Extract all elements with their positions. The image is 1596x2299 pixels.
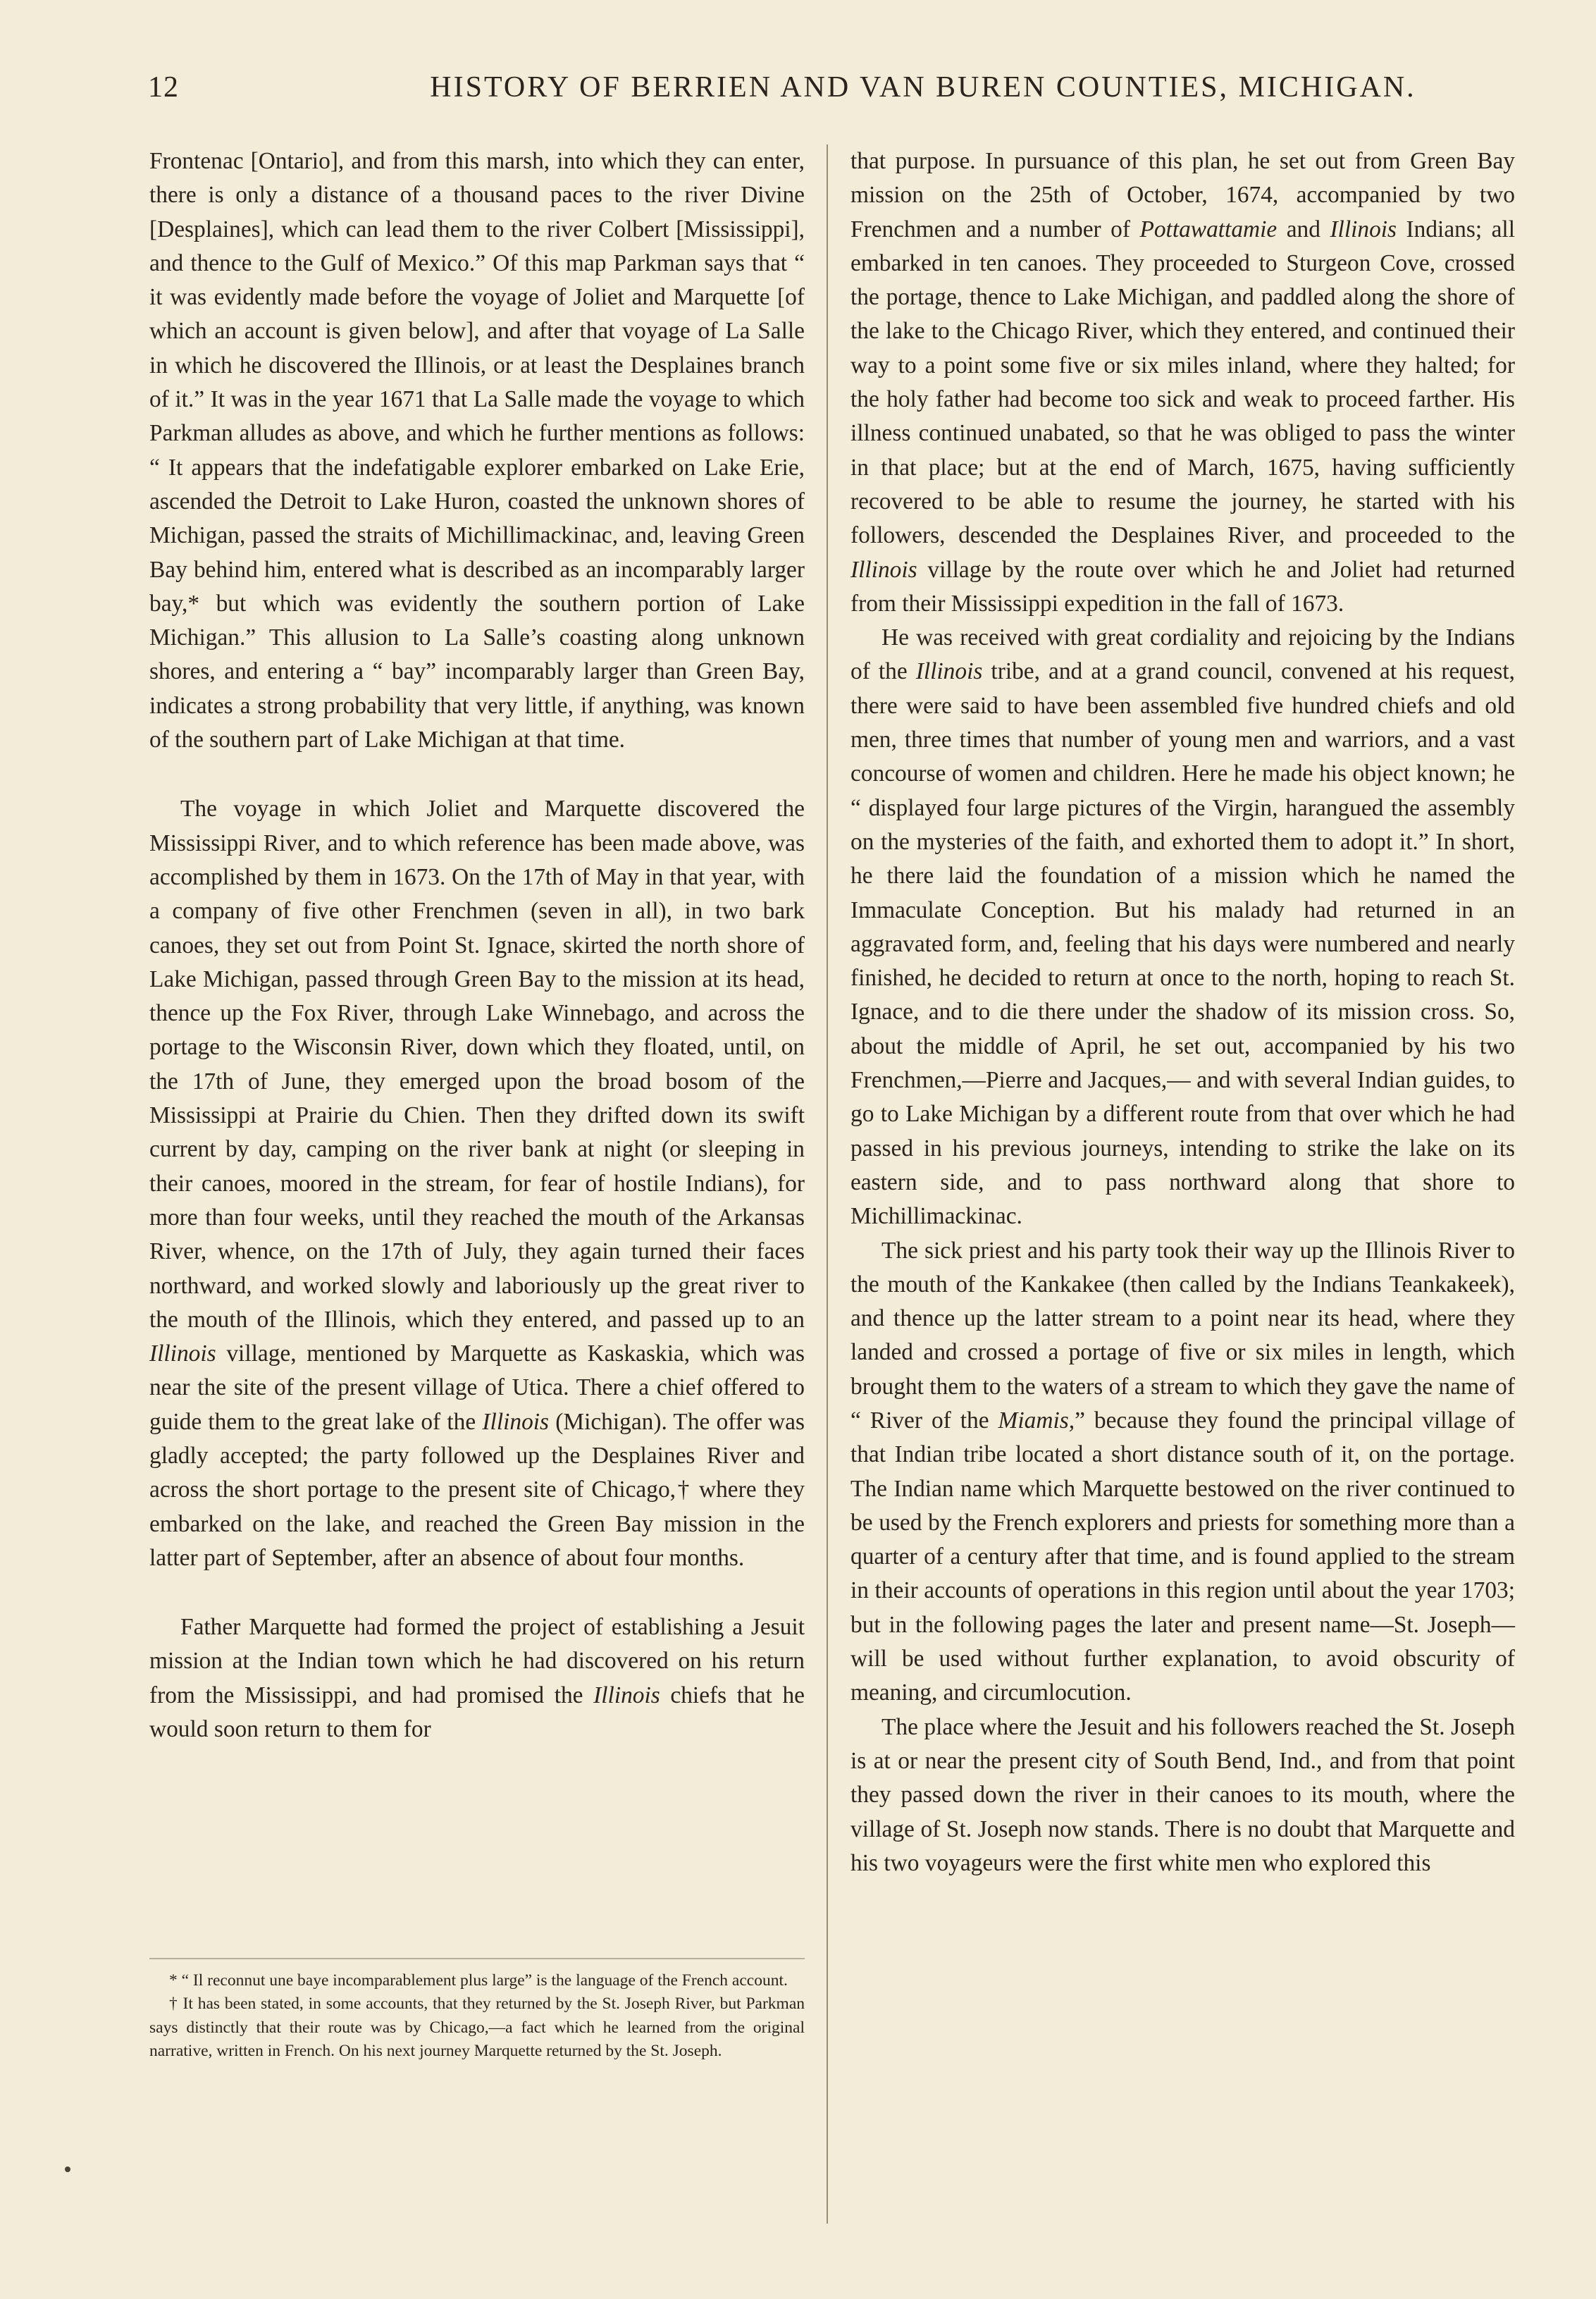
right-paragraph-3-miamis: Miamis, bbox=[998, 1407, 1075, 1434]
left-paragraph-3 bbox=[149, 1610, 805, 1746]
left-paragraph-2-text-c: (Michigan). The offer was gladly accepted; the party followed up the Desplaines River and across the short portage to the present site of Chicago,† where they embarked on the lake, and reached the Green Bay mission in the latter part of September, after an absence of about four months. bbox=[149, 1408, 805, 1571]
left-paragraph-2-illinois-2: Illinois bbox=[482, 1408, 550, 1435]
right-paragraph-3-text-b: ” because they found the principal village of that Indian tribe located a short distance south of it, on the portage. The Indian name which Marquette bestowed on the river continued to be used by the French explorers and priests for something more than a quarter of a century after that time, and is found applied to the stream in their accounts of operations in this region until about the year 1703; but in the following pages the later and present name—St. Joseph—will be used without further explanation, to avoid obscurity of meaning, and circumlocution. bbox=[850, 1407, 1515, 1706]
footnote-2: † It has been stated, in some accounts, that they returned by the St. Joseph River, but Parkman says distinctly that their route was by Chicago,—a fact which he learned from the original narrative, written in French. On his next journey Marquette returned by the St. Joseph. bbox=[149, 1995, 805, 2061]
left-paragraph-3-text-a: Father Marquette had formed the project of establishing a Jesuit mission at the Indian town which he had discovered on his return from the Mississippi, and had promised the bbox=[149, 1614, 805, 1708]
footnotes bbox=[149, 1969, 805, 2064]
left-paragraph-3-text-b: chiefs that he would soon return to them for bbox=[149, 1682, 805, 1743]
column-divider bbox=[827, 144, 828, 2224]
left-paragraph-2-text-a: The voyage in which Joliet and Marquette discovered the Mississippi River, and to which reference has been made above, was accomplished by them in 1673. On the 17th of May in that year, with a company of five other Frenchmen (seven in all), in two bark canoes, they set out from Point St. Ignace, skirted the north shore of Lake Michigan, passed through Green Bay to the mission at its head, thence up the Fox River, through Lake Winnebago, and across the portage to the Wisconsin River, down which they floated, until, on the 17th of June, they emerged upon the broad bosom of the Mississippi at Prairie du Chien. Then they drifted down its swift current by day, camping on the river bank at night (or sleeping in their canoes, moored in the stream, for fear of hostile Indians), for more than four weeks, until they reached the mouth of the Arkansas River, whence, on the 17th of July, they again turned their faces northward, and worked slowly and laboriously up the great river to the mouth of the Illinois, which they entered, and passed up to an bbox=[149, 796, 805, 1333]
margin-speck bbox=[65, 2167, 70, 2172]
right-paragraph-1-illinois-2: Illinois bbox=[850, 556, 917, 583]
right-paragraph-1-text-a: that purpose. In pursuance of this plan, he set out from Green Bay mission on the 25th of October, 1674, accompanied by two Frenchmen and a number of bbox=[850, 148, 1515, 242]
right-paragraph-1 bbox=[850, 144, 1515, 621]
right-paragraph-1-text-c: Indians; all embarked in ten canoes. They proceeded to Sturgeon Cove, crossed the portage, thence to Lake Michigan, and paddled along the shore of the lake to the Chicago River, which they entered, and continued their way to a point some five or six miles inland, where they halted; for the holy father had become too sick and weak to proceed farther. His illness continued unabated, so that he was obliged to pass the winter in that place; but at the end of March, 1675, having sufficiently recovered to be able to resume the journey, he started with his followers, descended the Desplaines River, and proceeded to the bbox=[850, 216, 1515, 549]
right-paragraph-3-text-a: The sick priest and his party took their way up the Illinois River to the mouth of the Kankakee (then called by the Indians Teankakeek), and thence up the latter stream to a point near its head, where they landed and crossed a portage of five or six miles in length, which brought them to the waters of a stream to which they gave the name of “ River of the bbox=[850, 1237, 1515, 1434]
right-paragraph-4: The place where the Jesuit and his followers reached the St. Joseph is at or near the present city of South Bend, Ind., and from that point they passed down the river in their canoes to its mouth, where the village of St. Joseph now stands. There is no doubt that Marquette and his two voyageurs were the first white men who explored this bbox=[850, 1713, 1515, 1876]
right-paragraph-1-pottawattamie: Pottawattamie bbox=[1139, 216, 1278, 242]
right-column bbox=[850, 144, 1515, 1880]
footnote-1: * “ Il reconnut une baye incomparablement plus large” is the language of the French account. bbox=[169, 1971, 788, 1990]
right-paragraph-2-text-a: He was received with great cordiality and rejoicing by the Indians of the bbox=[850, 624, 1515, 685]
left-paragraph-2-illinois-1: Illinois bbox=[149, 1340, 216, 1367]
right-paragraph-2 bbox=[850, 621, 1515, 1233]
right-paragraph-1-text-b: and bbox=[1286, 216, 1320, 242]
running-title: HISTORY OF BERRIEN AND VAN BUREN COUNTIES, MICHIGAN. bbox=[430, 71, 1416, 104]
right-paragraph-2-text-b: tribe, and at a grand council, convened at his request, there were said to have been assembled five hundred chiefs and old men, three times that number of young men and warriors, and a vast concourse of women and children. Here he made his object known; he “ displayed four large pictures of the Virgin, harangued the assembly on the mysteries of the faith, and exhorted them to adopt it.” In short, he there laid the foundation of a mission which he named the Immaculate Conception. But his malady had returned in an aggravated form, and, feeling that his days were numbered and nearly finished, he decided to return at once to the north, hoping to reach St. Ignace, and to die there under the shadow of its mission cross. So, about the middle of April, he set out, accompanied by his two Frenchmen,—Pierre and Jacques,— and with several Indian guides, to go to Lake Michigan by a different route from that over which he had passed in his previous journeys, intending to strike the lake on its eastern side, and to pass northward along that shore to Michillimackinac. bbox=[850, 658, 1515, 1230]
right-paragraph-1-text-d: village by the route over which he and Joliet had returned from their Mississippi expedition in the fall of 1673. bbox=[850, 556, 1515, 617]
left-paragraph-1: Frontenac [Ontario], and from this marsh, into which they can enter, there is only a distance of a thousand paces to the river Divine [Desplaines], which can lead them to the river Colbert [Mississippi], and thence to the Gulf of Mexico.” Of this map Parkman says that “ it was evidently made before the voyage of Joliet and Marquette [of which an account is given below], and after that voyage of La Salle in which he discovered the Illinois, or at least the Desplaines branch of it.” It was in the year 1671 that La Salle made the voyage to which Parkman alludes as above, and which he further mentions as follows: “ It appears that the indefatigable explorer embarked on Lake Erie, ascended the Detroit to Lake Huron, coasted the unknown shores of Michigan, passed the straits of Michillimackinac, and, leaving Green Bay behind him, entered what is described as an incomparably larger bay,* but which was evidently the southern portion of Lake Michigan.” This allusion to La Salle’s coasting along unknown shores, and entering a “ bay” incomparably larger than Green Bay, indicates a strong probability that very little, if anything, was known of the southern part of Lake Michigan at that time. bbox=[149, 148, 805, 753]
footnote-divider bbox=[149, 1958, 805, 1959]
right-paragraph-3 bbox=[850, 1234, 1515, 1711]
right-paragraph-1-illinois: Illinois bbox=[1330, 216, 1397, 242]
left-paragraph-2-text-b: village, mentioned by Marquette as Kaskaskia, which was near the site of the present village of Utica. There a chief offered to guide them to the great lake of the bbox=[149, 1340, 805, 1435]
left-column bbox=[149, 144, 805, 1746]
page-header bbox=[148, 70, 1501, 113]
page-number: 12 bbox=[148, 71, 179, 104]
left-paragraph-3-illinois: Illinois bbox=[593, 1682, 660, 1708]
right-paragraph-2-illinois: Illinois bbox=[915, 658, 983, 685]
left-paragraph-2 bbox=[149, 792, 805, 1575]
